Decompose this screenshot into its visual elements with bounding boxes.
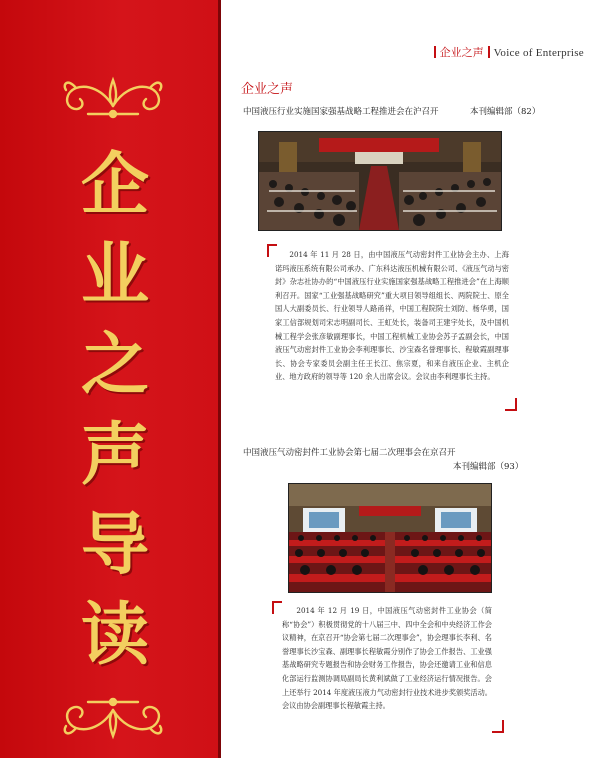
header-divider <box>434 46 436 58</box>
page-header <box>430 44 584 60</box>
article-2-summary-text: 2014 年 12 月 19 日，中国液压气动密封件工业协会（简称“协会”）积极贯彻党的十八届三中、四中全会和中央经济工作会议精神，在京召开“协会第七届二次理事会”，协会理事长李利、名誉理事长沙宝森、副理事长程敏霞分别作了协会工作报告、工业强基战略研究专题报告和协会财务工作报告，协会还邀请工业和信息化部运行监测协调局副局长黄利斌做了工业经济运行情况报告。会上还举行 2014 年度液压液力气动密封行业技术进步奖颁奖活动。会议由协会副理事长程敏霞主持。 <box>282 606 492 711</box>
vertical-title <box>70 140 160 680</box>
sidebar-panel <box>0 0 221 758</box>
header-divider <box>488 46 490 58</box>
article-2-title[interactable]: 中国液压气动密封件工业协会第七届二次理事会在京召开 <box>243 448 456 458</box>
header-section-en: Voice of Enterprise <box>493 47 584 59</box>
title-char: 业 <box>80 235 149 315</box>
article-2-photo <box>288 483 492 593</box>
article-1-title[interactable]: 中国液压行业实施国家强基战略工程推进会在沪召开 <box>243 107 439 117</box>
corner-mark <box>272 601 282 603</box>
article-1-summary-text: 2014 年 11 月 28 日，由中国液压气动密封件工业协会主办、上海诺玛液压系统有限公司承办、广东科达液压机械有限公司、《液压气动与密封》杂志社协办的“中国液压行业实施国家强基战略工程推进会”在上海顺利召开。国家“工业强基战略研究”重大项目领导组组长、两院院士、原全国人大副委员长、行业领导人路甬祥，中国工程院院士刘防、杨华勇，国家工信部规划司宋志明副司长、王虹处长，装备司王建宇处长，及中国机械工程学会张彦敏副理事长，中国工程机械工业协会苏子孟副会长，中国液压气动密封件工业协会李利理事长、沙宝森名誉理事长、程敏霞副理事长、协会专家委员会副主任王长江、焦宗夏，和来自液压企业、主机企业、地方政府的领导等 120 余人出席会议。会议由李利理事长主持。 <box>275 250 509 382</box>
section-title: 企业之声 <box>241 82 294 97</box>
article-2-summary <box>282 604 492 713</box>
article-2-source: 本刊编辑部（93） <box>453 462 524 472</box>
article-1-photo <box>258 131 502 231</box>
corner-mark <box>492 731 504 733</box>
title-char: 企 <box>80 145 149 225</box>
article-1-source: 本刊编辑部（82） <box>470 107 541 117</box>
title-char: 读 <box>80 595 149 675</box>
ornament-top-icon <box>58 70 168 124</box>
article-1-summary <box>275 248 509 384</box>
corner-mark <box>267 244 277 246</box>
header-section-cn: 企业之声 <box>439 46 484 59</box>
corner-mark <box>505 409 517 411</box>
title-char: 声 <box>80 415 149 495</box>
ornament-bottom-icon <box>58 692 168 746</box>
title-char: 导 <box>80 505 149 585</box>
title-char: 之 <box>80 325 149 405</box>
sidebar-edge <box>218 0 221 758</box>
